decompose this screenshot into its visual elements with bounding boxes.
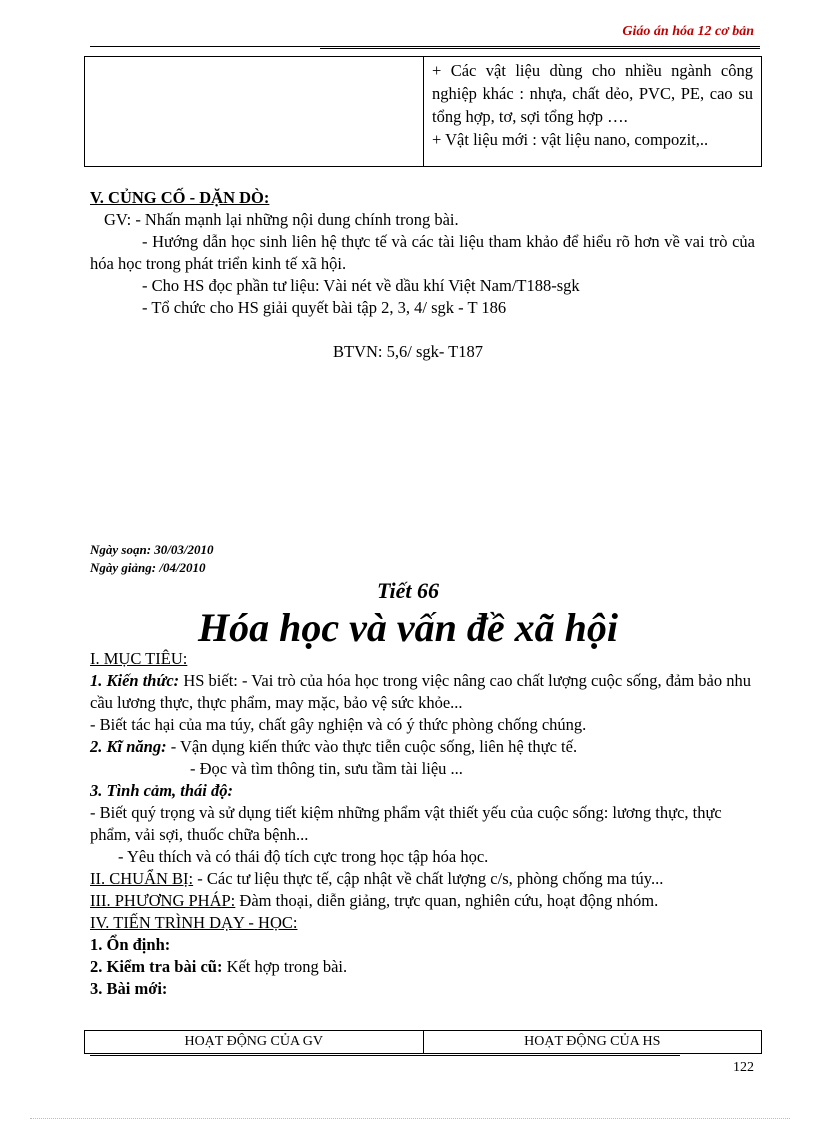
reading-line: - Cho HS đọc phần tư liệu: Vài nét về dầu khí Việt Nam/T188-sgk bbox=[142, 276, 580, 295]
skills bbox=[90, 736, 755, 758]
knowledge-label: 1. Kiến thức: bbox=[90, 671, 180, 690]
preparation-text: - Các tư liệu thực tế, cập nhật về chất lượng c/s, phòng chống ma túy... bbox=[193, 869, 664, 888]
guide-line: - Hướng dẫn học sinh liên hệ thực tế và các tài liệu tham khảo để hiểu rõ hơn về vai trò của hóa học trong phát triển kinh tế xã hội. bbox=[90, 232, 755, 273]
materials-line: + Các vật liệu dùng cho nhiều ngành công nghiệp khác : nhựa, chất dẻo, PVC, PE, cao su tổng hợp, tơ, sợi tổng hợp …. bbox=[432, 61, 753, 126]
method-text: Đàm thoại, diễn giảng, trực quan, nghiên cứu, hoạt động nhóm. bbox=[235, 891, 659, 910]
lesson-number: Tiết 66 bbox=[376, 578, 440, 603]
step-review-text: Kết hợp trong bài. bbox=[222, 957, 348, 976]
section-consolidation bbox=[90, 187, 755, 319]
header-title: Giáo án hóa 12 cơ bản bbox=[622, 24, 754, 39]
lesson-title: Hóa học và vấn đề xã hội bbox=[198, 605, 618, 650]
continued-table bbox=[84, 56, 762, 167]
col-teacher-activity: HOẠT ĐỘNG CỦA GV bbox=[85, 1031, 424, 1054]
attitude-text-2: - Yêu thích và có thái độ tích cực trong học tập hóa học. bbox=[118, 847, 489, 866]
header-rule bbox=[90, 46, 760, 47]
date-taught: Ngày giảng: /04/2010 bbox=[90, 560, 206, 575]
method bbox=[90, 890, 755, 912]
skills-label: 2. Kĩ năng: bbox=[90, 737, 167, 756]
new-materials-line: + Vật liệu mới : vật liệu nano, compozit,.. bbox=[432, 130, 709, 149]
method-heading: III. PHƯƠNG PHÁP: bbox=[90, 891, 236, 910]
homework: BTVN: 5,6/ sgk- T187 bbox=[332, 342, 484, 361]
page-edge bbox=[30, 1118, 790, 1119]
preparation bbox=[90, 868, 755, 890]
lesson-body bbox=[90, 648, 755, 1000]
attitude-text: - Biết quý trọng và sử dụng tiết kiệm những phẩm vật thiết yếu của cuộc sống: lương thực, thực phẩm, vải sợi, thuốc chữa bệnh... bbox=[90, 803, 722, 844]
skills-text: - Vận dụng kiến thức vào thực tiễn cuộc sống, liên hệ thực tế. bbox=[166, 737, 578, 756]
page-number: 122 bbox=[733, 1060, 754, 1075]
step-review-label: 2. Kiểm tra bài cũ: bbox=[90, 957, 223, 976]
header-rule-secondary bbox=[320, 48, 760, 49]
process-heading: IV. TIẾN TRÌNH DẠY - HỌC: bbox=[90, 913, 298, 932]
section-heading: V. CỦNG CỐ - DẶN DÒ: bbox=[90, 188, 270, 207]
attitude-label: 3. Tình cảm, thái độ: bbox=[90, 781, 234, 800]
continued-table-left-cell bbox=[85, 57, 424, 167]
date-prepared: Ngày soạn: 30/03/2010 bbox=[90, 542, 214, 557]
footer-rule bbox=[90, 1055, 680, 1056]
preparation-heading: II. CHUẨN BỊ: bbox=[90, 869, 194, 888]
activity-table bbox=[84, 1030, 762, 1054]
knowledge-text: HS biết: - Vai trò của hóa học trong việc nâng cao chất lượng cuộc sống, đảm bảo nhu cầu lương thực, thực phẩm, may mặc, bảo vệ sức khỏe... bbox=[90, 671, 751, 712]
knowledge bbox=[90, 670, 755, 714]
lesson-dates bbox=[90, 541, 214, 577]
knowledge-2: - Biết tác hại của ma túy, chất gây nghiện và có ý thức phòng chống chúng. bbox=[90, 715, 587, 734]
col-student-activity: HOẠT ĐỘNG CỦA HS bbox=[423, 1031, 762, 1054]
continued-table-right-cell bbox=[424, 57, 762, 167]
gv-line: GV: - Nhấn mạnh lại những nội dung chính trong bài. bbox=[104, 210, 459, 229]
step-new-lesson: 3. Bài mới: bbox=[90, 979, 168, 998]
skills-2: - Đọc và tìm thông tin, sưu tầm tài liệu ... bbox=[190, 759, 463, 778]
objectives-heading: I. MỤC TIÊU: bbox=[90, 649, 188, 668]
step-review bbox=[90, 956, 755, 978]
step-stabilize: 1. Ổn định: bbox=[90, 935, 171, 954]
exercise-line: - Tổ chức cho HS giải quyết bài tập 2, 3, 4/ sgk - T 186 bbox=[142, 298, 507, 317]
